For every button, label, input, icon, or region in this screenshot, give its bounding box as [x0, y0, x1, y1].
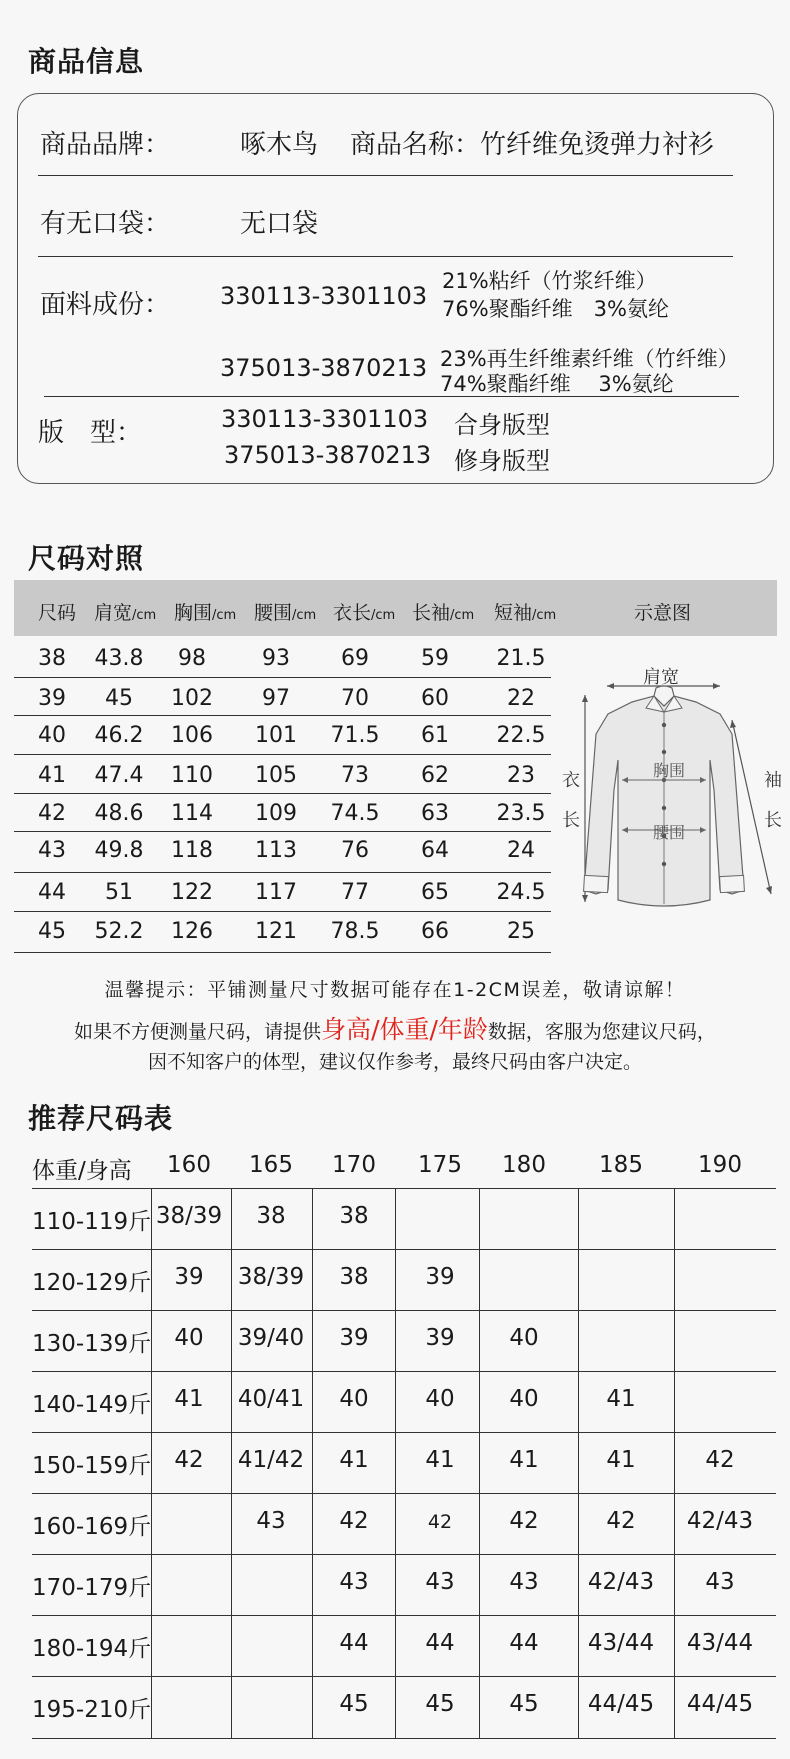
table-cell: 110 [171, 763, 213, 788]
table-cell: 41 [339, 1447, 369, 1473]
table-cell: 39 [38, 686, 66, 711]
row-divider [14, 793, 551, 794]
table-cell: 22 [507, 686, 535, 711]
table-cell: 42 [174, 1447, 204, 1473]
table-cell: 38 [38, 646, 66, 671]
col-header-length: 衣长/cm [333, 602, 396, 624]
table-cell: 38/39 [237, 1264, 305, 1290]
diagram-label-length-2: 长 [562, 810, 580, 831]
tip-note: 温馨提示：平铺测量尺寸数据可能存在1-2CM误差，敬请谅解！ [104, 979, 686, 1001]
table-cell: 41 [509, 1447, 539, 1473]
weight-label: 170-179斤 [32, 1575, 152, 1601]
table-cell: 65 [421, 880, 449, 905]
table-cell: 51 [105, 880, 133, 905]
table-cell: 43 [256, 1508, 286, 1534]
size-chart-title: 尺码对照 [28, 542, 145, 575]
table-cell: 40/41 [237, 1386, 305, 1412]
table-cell: 23.5 [496, 801, 546, 826]
table-cell: 43/44 [587, 1630, 655, 1656]
divider [38, 256, 733, 257]
pocket-label: 有无口袋： [40, 209, 171, 239]
weight-label: 180-194斤 [32, 1636, 152, 1662]
product-info-title: 商品信息 [28, 45, 145, 78]
table-cell: 42 [38, 801, 66, 826]
table-cell: 42 [705, 1447, 735, 1473]
table-cell: 38 [339, 1264, 369, 1290]
table-cell: 62 [421, 763, 449, 788]
fabric-label: 面料成份： [40, 290, 171, 320]
col-header-waist: 腰围/cm [254, 602, 317, 624]
table-cell: 21.5 [496, 646, 546, 671]
weight-label: 110-119斤 [32, 1209, 152, 1235]
table-cell: 74.5 [330, 801, 380, 826]
table-cell: 93 [262, 646, 290, 671]
table-cell: 39/40 [237, 1325, 305, 1351]
table-cell: 69 [341, 646, 369, 671]
diagram-label-waist: 腰围 [653, 823, 686, 842]
table-cell: 76 [341, 838, 369, 863]
table-cell: 59 [421, 646, 449, 671]
height-header: 185 [599, 1152, 643, 1178]
table-cell: 45 [339, 1691, 369, 1717]
divider [38, 175, 733, 176]
table-cell: 43 [339, 1569, 369, 1595]
table-cell: 49.8 [94, 838, 144, 863]
table-cell: 98 [178, 646, 206, 671]
row-divider [14, 677, 551, 678]
table-cell: 42/43 [587, 1569, 655, 1595]
table-cell: 42 [509, 1508, 539, 1534]
table-cell: 38 [339, 1203, 369, 1229]
row-divider [32, 1493, 776, 1494]
height-header: 170 [332, 1152, 376, 1178]
col-header-shoulder: 肩宽/cm [94, 602, 157, 624]
table-cell: 22.5 [496, 723, 546, 748]
table-cell: 45 [38, 919, 66, 944]
table-cell: 40 [174, 1325, 204, 1351]
table-cell: 42 [427, 1511, 453, 1533]
table-cell: 97 [262, 686, 290, 711]
weight-label: 195-210斤 [32, 1697, 152, 1723]
table-cell: 42/43 [686, 1508, 754, 1534]
pocket-value: 无口袋 [240, 209, 319, 239]
table-cell: 44 [339, 1630, 369, 1656]
col-header-chest: 胸围/cm [174, 602, 237, 624]
table-cell: 47.4 [94, 763, 144, 788]
row-divider [32, 1676, 776, 1677]
disclaimer-note: 因不知客户的体型，建议仅作参考，最终尺码由客户决定。 [147, 1051, 642, 1073]
table-cell: 102 [171, 686, 213, 711]
shirt-diagram [560, 650, 780, 920]
height-header: 175 [418, 1152, 462, 1178]
recommend-corner: 体重/身高 [32, 1158, 132, 1184]
col-header-short-sleeve: 短袖/cm [494, 602, 557, 624]
col-header-long-sleeve: 长袖/cm [412, 602, 475, 624]
fabric-desc-1a: 21%粘纤（竹浆纤维） [442, 269, 657, 293]
table-cell: 42 [606, 1508, 636, 1534]
table-cell: 38/39 [155, 1203, 223, 1229]
size-chart-header [14, 580, 777, 636]
row-divider [14, 754, 551, 755]
table-cell: 109 [255, 801, 297, 826]
brand-value: 啄木鸟 [240, 130, 319, 160]
row-divider [32, 1310, 776, 1311]
fabric-desc-1b: 76%聚酯纤维 3%氨纶 [442, 297, 669, 321]
table-cell: 117 [255, 880, 297, 905]
table-cell: 43.8 [94, 646, 144, 671]
table-cell: 40 [38, 723, 66, 748]
table-cell: 41 [606, 1386, 636, 1412]
table-cell: 45 [509, 1691, 539, 1717]
table-cell: 39 [339, 1325, 369, 1351]
table-cell: 23 [507, 763, 535, 788]
table-cell: 39 [425, 1325, 455, 1351]
table-cell: 41 [38, 763, 66, 788]
table-cell: 78.5 [330, 919, 380, 944]
table-cell: 38 [256, 1203, 286, 1229]
row-divider [32, 1249, 776, 1250]
table-cell: 43 [509, 1569, 539, 1595]
row-divider [32, 1554, 776, 1555]
col-header-diagram: 示意图 [634, 602, 692, 624]
fit-label: 版 型： [38, 418, 143, 448]
table-cell: 40 [339, 1386, 369, 1412]
table-cell: 41 [606, 1447, 636, 1473]
fabric-desc-2b: 74%聚酯纤维 3%氨纶 [440, 372, 674, 396]
product-name: 商品名称：竹纤维免烫弹力衬衫 [350, 130, 715, 160]
table-cell: 105 [255, 763, 297, 788]
table-cell: 43 [425, 1569, 455, 1595]
fit-value-1: 合身版型 [454, 411, 550, 439]
height-header: 180 [502, 1152, 546, 1178]
table-cell: 46.2 [94, 723, 144, 748]
row-divider [32, 1371, 776, 1372]
row-divider [14, 872, 551, 873]
fit-value-2: 修身版型 [454, 447, 550, 475]
table-cell: 60 [421, 686, 449, 711]
brand-label: 商品品牌： [40, 130, 171, 160]
table-cell: 40 [509, 1386, 539, 1412]
weight-label: 130-139斤 [32, 1331, 152, 1357]
table-cell: 64 [421, 838, 449, 863]
table-cell: 122 [171, 880, 213, 905]
table-cell: 44 [425, 1630, 455, 1656]
divider [44, 396, 739, 397]
table-cell: 52.2 [94, 919, 144, 944]
table-cell: 41/42 [237, 1447, 305, 1473]
table-cell: 43/44 [686, 1630, 754, 1656]
table-cell: 43 [38, 838, 66, 863]
row-divider [32, 1615, 776, 1616]
table-cell: 114 [171, 801, 213, 826]
table-cell: 106 [171, 723, 213, 748]
diagram-label-shoulder: 肩宽 [643, 667, 679, 688]
table-cell: 41 [174, 1386, 204, 1412]
table-cell: 48.6 [94, 801, 144, 826]
recommend-title: 推荐尺码表 [28, 1102, 174, 1135]
row-divider [14, 952, 551, 953]
table-cell: 118 [171, 838, 213, 863]
table-cell: 61 [421, 723, 449, 748]
row-divider [14, 831, 551, 832]
diagram-label-sleeve-2: 长 [764, 810, 782, 831]
weight-label: 160-169斤 [32, 1514, 152, 1540]
fit-code-2: 375013-3870213 [224, 441, 432, 469]
fabric-code-2: 375013-3870213 [220, 354, 428, 382]
diagram-label-length-1: 衣 [562, 770, 580, 791]
table-cell: 24 [507, 838, 535, 863]
table-cell: 40 [425, 1386, 455, 1412]
highlight-text: 身高/体重/年龄 [321, 1015, 488, 1044]
table-cell: 66 [421, 919, 449, 944]
table-cell: 71.5 [330, 723, 380, 748]
fit-code-1: 330113-3301103 [221, 405, 429, 433]
table-cell: 45 [425, 1691, 455, 1717]
height-header: 190 [698, 1152, 742, 1178]
height-header: 160 [167, 1152, 211, 1178]
table-cell: 43 [705, 1569, 735, 1595]
diagram-label-chest: 胸围 [653, 761, 686, 780]
weight-label: 150-159斤 [32, 1453, 152, 1479]
fabric-desc-2a: 23%再生纤维素纤维（竹纤维） [440, 347, 739, 371]
table-cell: 42 [339, 1508, 369, 1534]
suggestion-note: 如果不方便测量尺码，请提供身高/体重/年龄数据，客服为您建议尺码， [74, 1015, 716, 1044]
table-cell: 77 [341, 880, 369, 905]
table-cell: 44/45 [686, 1691, 754, 1717]
table-cell: 40 [509, 1325, 539, 1351]
table-cell: 70 [341, 686, 369, 711]
table-cell: 126 [171, 919, 213, 944]
table-cell: 121 [255, 919, 297, 944]
table-cell: 24.5 [496, 880, 546, 905]
col-header-size: 尺码 [38, 602, 77, 624]
table-cell: 101 [255, 723, 297, 748]
table-cell: 44 [509, 1630, 539, 1656]
table-cell: 39 [174, 1264, 204, 1290]
height-header: 165 [249, 1152, 293, 1178]
row-divider [32, 1738, 776, 1739]
row-divider [32, 1188, 776, 1189]
table-cell: 45 [105, 686, 133, 711]
row-divider [32, 1432, 776, 1433]
weight-label: 140-149斤 [32, 1392, 152, 1418]
table-cell: 73 [341, 763, 369, 788]
table-cell: 63 [421, 801, 449, 826]
fabric-code-1: 330113-3301103 [220, 282, 428, 310]
table-cell: 25 [507, 919, 535, 944]
row-divider [14, 911, 551, 912]
table-cell: 41 [425, 1447, 455, 1473]
table-cell: 39 [425, 1264, 455, 1290]
diagram-label-sleeve-1: 袖 [764, 770, 782, 791]
table-cell: 113 [255, 838, 297, 863]
row-divider [14, 715, 551, 716]
table-cell: 44/45 [587, 1691, 655, 1717]
table-cell: 44 [38, 880, 66, 905]
weight-label: 120-129斤 [32, 1270, 152, 1296]
